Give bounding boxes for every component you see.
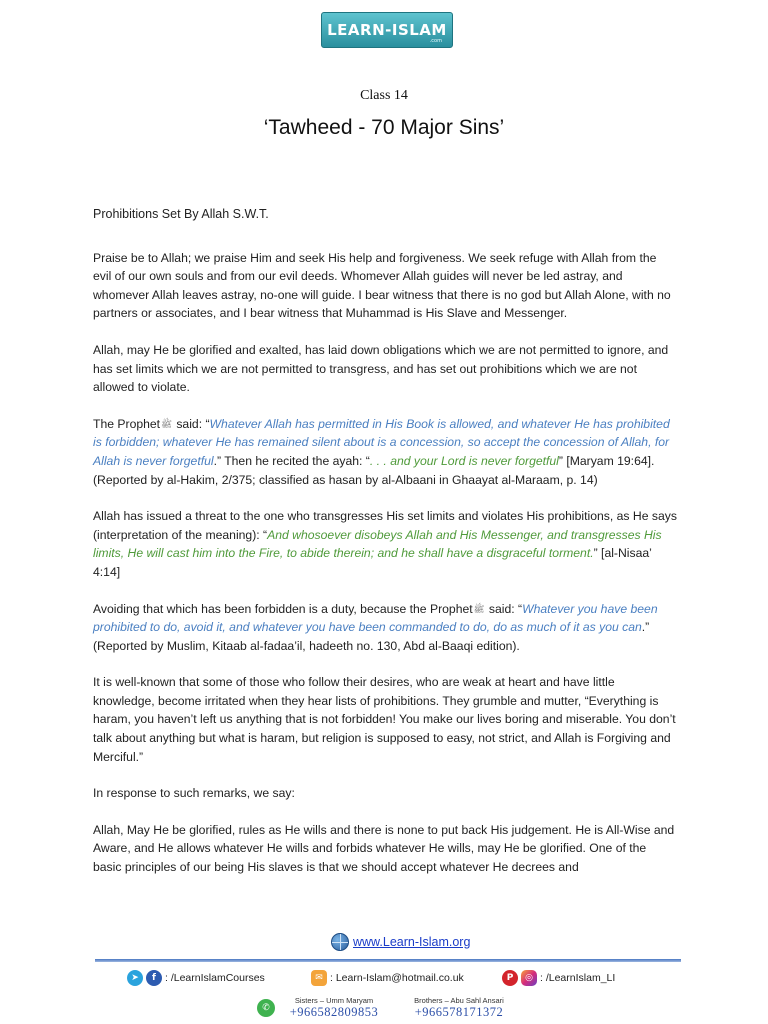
- email-address[interactable]: : Learn-Islam@hotmail.co.uk: [330, 972, 464, 984]
- social-handle-row: [127, 970, 265, 986]
- paragraph-response: In response to such remarks, we say:: [93, 786, 295, 801]
- quran-quote: And whosoever disobeys Allah and His Messenger, and transgresses His limits, He will cast him into the Fire, to abide therein; and he shall have a disgraceful torment.: [93, 527, 662, 561]
- telegram-icon[interactable]: ➤: [127, 970, 143, 986]
- facebook-icon[interactable]: f: [146, 970, 162, 986]
- paragraph-praise: Praise be to Allah; we praise Him and seek His help and forgiveness. We seek refuge with Allah from the evil of our own souls and from our evil deeds. Whomever Allah guides will never be led astray, and whomever Allah leaves astray, no-one will guide. I bear witness that there is no god but Allah Alone, with no partners or associates, and I bear witness that Muhammad is His Slave and Messenger.: [93, 250, 671, 321]
- brothers-contact: [402, 996, 516, 1019]
- learn-islam-logo: [321, 12, 453, 48]
- email-icon[interactable]: ✉: [311, 970, 327, 986]
- sisters-label: Sisters – Umm Maryam: [294, 996, 374, 1005]
- salawat-symbol: ﷺ: [473, 603, 485, 614]
- sisters-contact: [282, 996, 386, 1019]
- email-row: [311, 970, 464, 986]
- document-body: [93, 205, 678, 895]
- website-link[interactable]: www.Learn-Islam.org: [353, 935, 471, 949]
- whatsapp-icon[interactable]: ✆: [257, 999, 275, 1017]
- paragraph-desires: It is well-known that some of those who follow their desires, who are weak at heart and have little knowledge, become irritated when they hear lists of prohibitions. They grumble and mutter, “Everything is haram, you haven’t left us anything that is not forbidden! You make our lives boring and miserable. You don’t talk about anything but what is haram, but religion is supposed to easy, not strict, and Allah is Forgiving and Merciful.”: [93, 675, 676, 764]
- text-fragment: The Prophet: [93, 416, 161, 431]
- sisters-phone[interactable]: +966582809853: [289, 1005, 379, 1019]
- social-handle[interactable]: : /LearnIslamCourses: [165, 972, 265, 984]
- citation: ” [al-Nisaa’ 4:14]: [93, 546, 652, 579]
- logo-text: LEARN-ISLAM: [327, 21, 447, 39]
- citation: ” [Maryam 19:64]. (Reported by al-Hakim, 2/375; classified as hasan by al-Albaani in Ghaayat al-Maraam, p. 14): [93, 453, 655, 487]
- citation: .” (Reported by Muslim, Kitaab al-fadaa’il, hadeeth no. 130, Abd al-Baaqi edition).: [93, 620, 650, 653]
- quran-quote: . . . and your Lord is never forgetful: [369, 453, 559, 468]
- text-fragment: .” Then he recited the ayah: “: [213, 453, 370, 468]
- pinterest-row: [502, 970, 615, 986]
- class-label: Class 14: [360, 88, 408, 103]
- paragraph-obligations: Allah, may He be glorified and exalted, has laid down obligations which we are not permitted to ignore, and has set limits which we are not permitted to transgress, and has set out prohibitions which we are not allowed to violate.: [93, 342, 669, 395]
- website-link-row: [331, 933, 470, 951]
- paragraph-judgement: Allah, May He be glorified, rules as He wills and there is none to put back His judgement. He is All-Wise and Aware, and He allows whatever He wills and forbids whatever He wills, may He be glorified. One of the basic principles of our being His slaves is that we should accept whatever He decrees and: [93, 822, 675, 875]
- paragraph-hadith-permitted: [93, 415, 678, 489]
- instagram-icon[interactable]: ◎: [521, 970, 537, 986]
- paragraph-threat: [93, 507, 678, 581]
- text-fragment: Allah has issued a threat to the one who transgresses His set limits and violates His prohibitions, as He says (interpretation of the meaning): “: [93, 509, 677, 542]
- section-heading: Prohibitions Set By Allah S.W.T.: [93, 207, 269, 221]
- salawat-symbol: ﷺ: [161, 418, 172, 429]
- brothers-phone[interactable]: +966578171372: [414, 1005, 504, 1019]
- brothers-label: Brothers – Abu Sahl Ansari: [414, 996, 504, 1005]
- globe-icon: [331, 933, 349, 951]
- pinterest-handle[interactable]: : /LearnIslam_LI: [540, 972, 616, 984]
- footer-divider: [95, 959, 681, 962]
- logo-sub: .com: [429, 38, 442, 44]
- text-fragment: said: “: [172, 416, 210, 431]
- page-title: ‘Tawheed - 70 Major Sins’: [263, 116, 505, 139]
- pinterest-icon[interactable]: P: [502, 970, 518, 986]
- hadith-quote: Whatever Allah has permitted in His Book is allowed, and whatever He has prohibited is forbidden; whatever He has remained silent about is a concession, so accept the concession of Allah, for Allah is never forgetful: [93, 416, 670, 468]
- hadith-quote: Whatever you have been prohibited to do, avoid it, and whatever you have been commanded to do, do as much of it as you can: [93, 601, 658, 635]
- text-fragment: Avoiding that which has been forbidden is a duty, because the Prophet: [93, 601, 473, 616]
- paragraph-avoiding: [93, 600, 678, 656]
- text-fragment: said: “: [485, 601, 523, 616]
